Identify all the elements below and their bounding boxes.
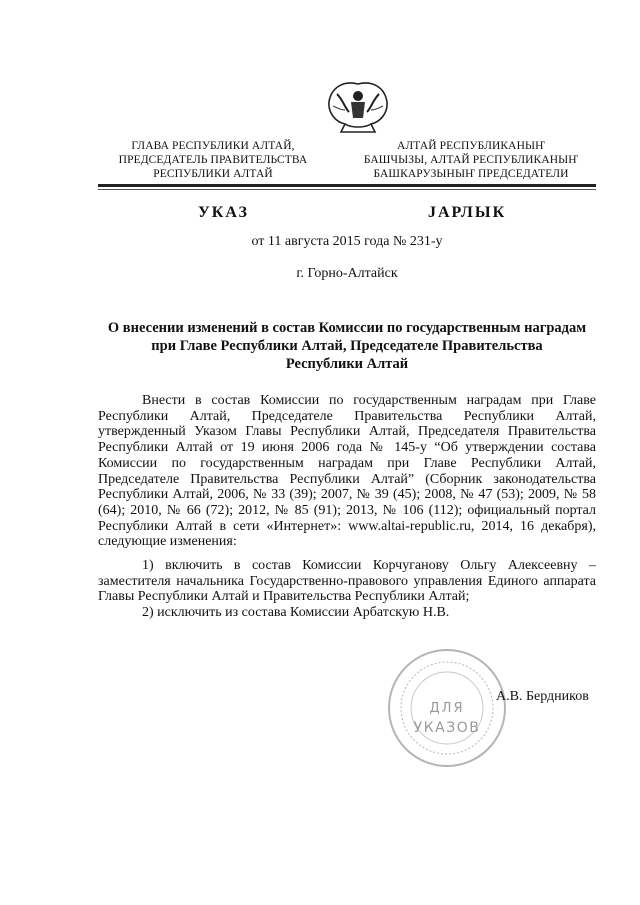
- header-left-line-2: ПРЕДСЕДАТЕЛЬ ПРАВИТЕЛЬСТВА: [118, 154, 308, 166]
- header-left: [108, 139, 318, 181]
- header-divider-thin: [98, 189, 596, 190]
- header-divider-thick: [98, 184, 596, 187]
- stamp-line-2: УКАЗОВ: [413, 720, 481, 736]
- document-title: [98, 319, 596, 373]
- document-body: [98, 393, 596, 621]
- header-right-line-2: БАШЧЫЗЫ, АЛТАЙ РЕСПУБЛИКАНЫҤ: [363, 154, 579, 166]
- header-right: [356, 139, 586, 181]
- header-left-line-3: РЕСПУБЛИКИ АЛТАЙ: [153, 168, 273, 180]
- decree-city: г. Горно-Алтайск: [296, 266, 398, 281]
- title-line-2: при Главе Республики Алтай, Председателе Правительства: [151, 338, 543, 354]
- decree-date: от 11 августа 2015 года № 231-у: [251, 234, 443, 249]
- stamp-seal: [385, 646, 509, 770]
- header-right-line-1: АЛТАЙ РЕСПУБЛИКАНЫҤ: [397, 140, 545, 152]
- body-item-2: 2) исключить из состава Комиссии Арбатскую Н.В.: [142, 605, 450, 621]
- stamp-line-1: ДЛЯ: [429, 701, 465, 716]
- title-line-3: Республики Алтай: [285, 356, 409, 372]
- body-paragraph: Внести в состав Комиссии по государственным наградам при Главе Республики Алтай, Председателе Правительства Республики Алтай, утвержденный Указом Главы Республики Алтай, Председателя Правительства Республики Алтай от 19 июня 2006 года № 145-у “Об утверждении состава Комиссии по государственным наградам при Главе Республики Алтай, Председателе Правительства Республики Алтай” (Сборник законодательства Республики Алтай, 2006, № 33 (39); 2007, № 39 (45); 2008, № 47 (53); 2009, № 58 (64); 2010, № 66 (72); 2012, № 85 (91); 2013, № 106 (112); официальный портал Республики Алтай в сети «Интернет»: www.altai-republic.ru, 2014, 16 декабря), следующие изменения:: [98, 393, 596, 550]
- signer-name: А.В. Бердников: [496, 689, 589, 704]
- decree-label-ru: УКАЗ: [198, 204, 249, 221]
- title-line-1: О внесении изменений в состав Комиссии по государственным наградам: [107, 320, 587, 336]
- header-left-line-1: ГЛАВА РЕСПУБЛИКИ АЛТАЙ,: [131, 140, 295, 152]
- eagle-emblem-icon: [323, 78, 393, 138]
- body-item-1: 1) включить в состав Комиссии Корчуганову Ольгу Алексеевну – заместителя начальника Государственно-правового управления Единого аппарата Главы Республики Алтай и Правительства Республики Алтай;: [98, 558, 596, 605]
- decree-label-alt: JАРЛЫК: [428, 204, 507, 221]
- header-right-line-3: БАШКАРУЗЫНЫҤ ПРЕДСЕДАТЕЛИ: [373, 168, 569, 180]
